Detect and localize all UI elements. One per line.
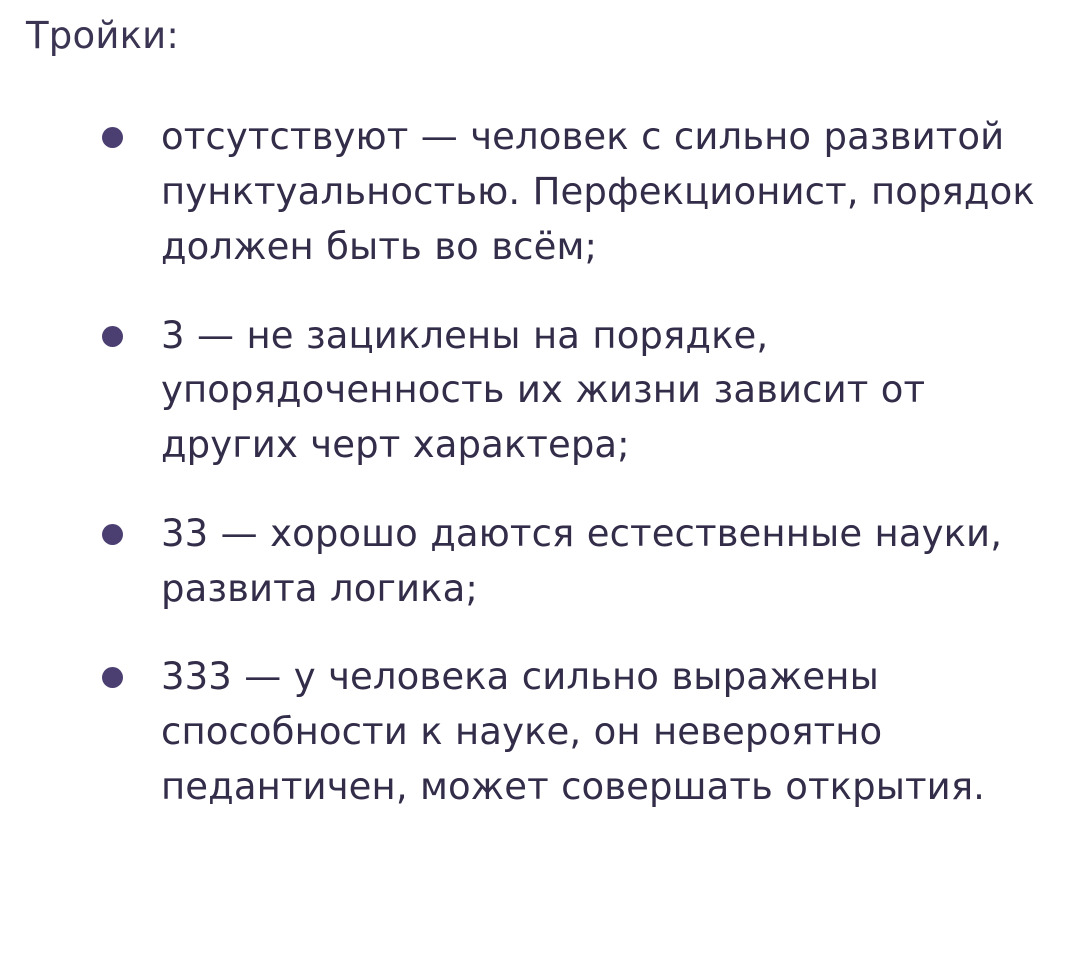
list-item-text: 3 — не зациклены на порядке, упорядоченность их жизни зависит от других черт характера;: [161, 313, 926, 467]
list-item: [86, 650, 1040, 814]
list-item: [86, 507, 1040, 617]
page-title: Тройки:: [26, 14, 180, 57]
list-item-text: 333 — у человека сильно выражены способности к науке, он невероятно педантичен, может совершать открытия.: [161, 655, 986, 808]
list-item-text: 33 — хорошо даются естественные науки, развита логика;: [161, 511, 1003, 610]
bullet-list: [26, 110, 1040, 814]
bullet-dot-icon: [102, 667, 123, 688]
list-item: [86, 110, 1040, 274]
list-item-text: отсутствуют — человек с сильно развитой пунктуальностью. Перфекционист, порядок должен быть во всём;: [161, 115, 1035, 268]
list-item: [86, 309, 1040, 473]
bullet-dot-icon: [102, 326, 123, 347]
bullet-dot-icon: [102, 524, 123, 545]
bullet-dot-icon: [102, 127, 123, 148]
